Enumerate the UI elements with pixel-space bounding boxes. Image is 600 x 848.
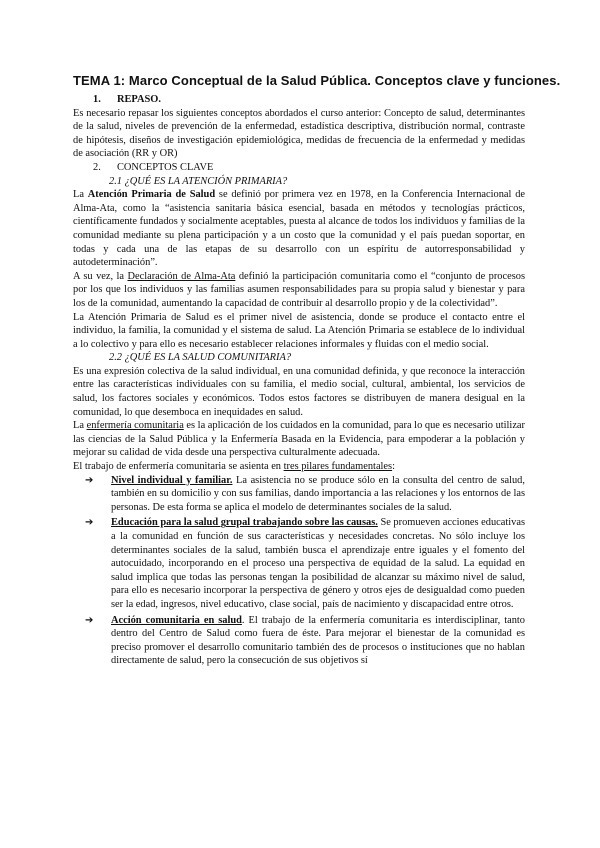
section-number: 2.: [93, 161, 101, 173]
pillar-label: Nivel individual y familiar.: [111, 474, 233, 486]
underlined-term: enfermería comunitaria: [86, 420, 184, 432]
paragraph-pilares-intro: [73, 460, 525, 474]
section-2-heading: [93, 161, 525, 175]
pillar-label: Educación para la salud grupal trabajando sobre las causas.: [111, 517, 378, 529]
text-run: La: [73, 420, 87, 432]
arrow-right-icon: ➔: [85, 517, 94, 529]
text-run: se definió por primera vez en 1978, en la Conferencia Internacional de Alma-Ata, como la “asistencia sanitaria básica esencial, basada en métodos y tecnologías prácticos, científicamente fundados y socialmente aceptables, puesta al alcance de todos los individuos y familias de la comunidad mediante su plena participación y a un costo que la comunidad y el país puedan soportar, en todas y cada una de las etapas de su desarrollo con un espíritu de autorresponsabilidad y autodeterminación”.: [73, 189, 526, 269]
pillar-label: Acción comunitaria en salud: [111, 614, 242, 626]
list-item: [73, 516, 525, 611]
pillar-text: . El trabajo de la enfermería comunitaria es interdisciplinar, tanto dentro del Centro de Salud como fuera de éste. Para mejorar el bienestar de la comunidad es preciso promover el desarrollo comunitario también des de procesos o instituciones que no hablan directamente de salud, pero la consecución de sus objetivos sí: [111, 614, 526, 667]
section-number: 1.: [93, 94, 101, 105]
underlined-term: Declaración de Alma-Ata: [127, 270, 236, 282]
subsection-2-2-heading: 2.2 ¿QUÉ ES LA SALUD COMUNITARIA?: [109, 352, 292, 364]
paragraph-primer-nivel: La Atención Primaria de Salud es el primer nivel de asistencia, donde se produce el contacto entre el individuo, la familia, la comunidad y el sistema de salud. La Atención Primaria se establece de lo individual a lo colectivo y para ello es necesario establecer relaciones informales y fluidas con el medio social.: [73, 311, 525, 350]
arrow-right-icon: ➔: [85, 614, 94, 626]
underlined-term: tres pilares fundamentales: [283, 461, 393, 473]
text-run: A su vez, la: [73, 270, 128, 282]
section-1-heading: [93, 93, 525, 107]
text-run: El trabajo de enfermería comunitaria se asienta en: [73, 461, 284, 473]
paragraph-alma-ata: [73, 270, 525, 311]
text-run: :: [392, 461, 395, 473]
pillar-text: La asistencia no se produce sólo en la consulta del centro de salud, también en su domicilio y con sus familias, dando importancia a las relaciones y los entornos de las personas. De esta forma se aplica el modelo de determinantes sociales de la salud.: [111, 474, 525, 513]
list-item: [73, 614, 525, 668]
paragraph-salud-comunitaria: Es una expresión colectiva de la salud individual, en una comunidad definida, y que reconoce la interacción entre las características individuales con su familia, el medio social, cultural, ambiental, los servicios de salud, los factores sociales y económicos. Todos estos factores se distribuyen de manera desigual en la comunidad, lo que desemboca en inequidades en salud.: [73, 365, 525, 418]
subsection-2-1-heading: 2.1 ¿QUÉ ES LA ATENCIÓN PRIMARIA?: [109, 175, 288, 187]
list-item: [73, 474, 525, 515]
pillar-text: Se promueven acciones educativas a la comunidad en función de sus características y necesidades concretas. No sólo incluye los determinantes sociales de la salud, también busca el aprendizaje entre iguales y el fomento del autocuidado, incorporando en el proceso una perspectiva de equidad de la salud. La equidad en salud implica que todas las personas tengan la posibilidad de alcanzar su máximo nivel de salud, para ello es necesario incorporar la perspectiva de género y otros ejes de desigualdad como pueden ser la edad, ingresos, nivel educativo, clase social, país de nacimiento y discapacidad entre otros.: [111, 517, 525, 610]
section-1-paragraph: Es necesario repasar los siguientes conceptos abordados el curso anterior: Concepto de salud, determinantes de la salud, niveles de prevención de la enfermedad, estadística descriptiva, distribución normal, contraste de hipótesis, diseños de investigación epidemiológica, medidas de frecuencia de la enfermedad y medidas de asociación (RR y OR): [73, 107, 525, 160]
document-title: TEMA 1: Marco Conceptual de la Salud Pública. Conceptos clave y funciones.: [73, 73, 561, 88]
bold-term: Atención Primaria de Salud: [87, 189, 216, 201]
arrow-right-icon: ➔: [85, 474, 94, 486]
paragraph-atencion-primaria-definition: [73, 188, 525, 270]
text-run: es la aplicación de los cuidados en la comunidad, para lo que es necesario utilizar las ciencias de la Salud Pública y la Enfermería Basada en la Evidencia, para empoderar a la población y mejorar su calidad de vida desde una perspectiva culturalmente adecuada.: [73, 420, 526, 459]
pillars-list: [73, 474, 525, 668]
section-heading-text: REPASO.: [117, 94, 161, 105]
section-heading-text: CONCEPTOS CLAVE: [117, 161, 214, 173]
document-body: [73, 93, 525, 668]
text-run: La: [73, 189, 88, 201]
paragraph-enfermeria-comunitaria: [73, 419, 525, 460]
text-run: definió la participación comunitaria como el “conjunto de procesos por los que los individuos y las familias asumen responsabilidades para su propia salud y bienestar y para los de la comunidad, aumentando la capacidad de contribuir al desarrollo propio y de la colectividad”.: [73, 270, 525, 309]
